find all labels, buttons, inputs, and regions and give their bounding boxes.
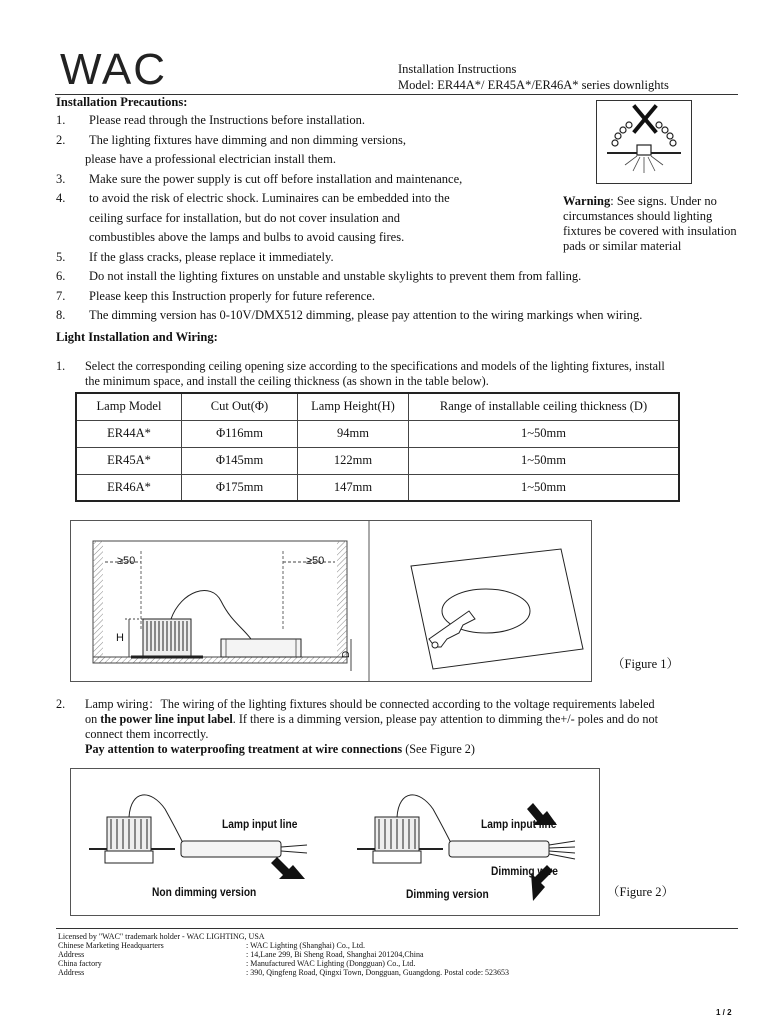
table-cell: Φ145mm bbox=[182, 447, 298, 474]
footer-row: Address : 390, Qingfeng Road, Qingxi Town, Dongguan, Guangdong. Postal code: 523653 bbox=[58, 968, 510, 977]
list-item: 1. Please read through the Instructions before installation. bbox=[56, 113, 365, 127]
precautions-heading: Installation Precautions: bbox=[56, 95, 188, 109]
table-header: Lamp Height(H) bbox=[298, 393, 409, 420]
table-cell: ER45A* bbox=[76, 447, 182, 474]
list-item-continuation: combustibles above the lamps and bulbs to avoid causing fires. bbox=[89, 230, 405, 244]
list-item: 4. to avoid the risk of electric shock. Luminaires can be embedded into the bbox=[56, 191, 450, 205]
footer-row: Chinese Marketing Headquarters : WAC Lighting (Shanghai) Co., Ltd. bbox=[58, 941, 365, 950]
list-item-continuation: ceiling surface for installation, but do not cover insulation and bbox=[89, 210, 401, 225]
list-item: 7. Please keep this Instruction properly for future reference. bbox=[56, 288, 375, 303]
table-cell: 1~50mm bbox=[409, 447, 680, 474]
figure-2-caption: （Figure 2） bbox=[607, 885, 675, 899]
warning-label: Warning bbox=[563, 194, 611, 208]
table-cell: Φ175mm bbox=[182, 474, 298, 501]
dimming-version-label: Dimming version bbox=[406, 887, 489, 901]
list-item-continuation: please have a professional electrician install them. bbox=[85, 152, 336, 166]
thickness-label: D bbox=[341, 650, 353, 659]
document-header bbox=[398, 61, 669, 93]
step-2: 2. Lamp wiring：The wiring of the lighting fixtures should be connected according to the voltage requirements labeled on the power line input label. If there is a dimming version, please pay attention to dimming the+/- poles and do not connect them incorrectly. Pay attention to waterproofing treatment at wire connections (See Figure 2) bbox=[56, 697, 658, 756]
table-cell: 122mm bbox=[298, 447, 409, 474]
step-1: 1. Select the corresponding ceiling opening size according to the specifications and models of the lighting fixtures, install the minimum space, and install the ceiling thickness (as shown in the table below). bbox=[56, 359, 665, 388]
table-header: Lamp Model bbox=[76, 393, 182, 420]
non-dimming-wiring-diagram bbox=[89, 795, 307, 879]
list-item: 3. Make sure the power supply is cut off before installation and maintenance, bbox=[56, 171, 463, 186]
page-number: 1 / 2 bbox=[716, 1008, 732, 1017]
footer bbox=[58, 932, 738, 977]
footer-divider bbox=[56, 928, 738, 929]
table-row bbox=[76, 420, 679, 447]
no-insulation-icon bbox=[597, 101, 691, 183]
lamp-input-line-label-dimming: Lamp input line bbox=[481, 817, 557, 831]
license-line: Licensed by "WAC" trademark holder - WAC LIGHTING, USA bbox=[58, 932, 265, 941]
warning-note: Warning: See signs. Under no circumstances should lighting fixtures be covered with insulation pads or similar material bbox=[563, 194, 737, 253]
table-row bbox=[76, 474, 679, 501]
table-header: Cut Out(Φ) bbox=[182, 393, 298, 420]
lamp-input-line-label: Lamp input line bbox=[222, 817, 298, 831]
wac-logo bbox=[60, 50, 220, 95]
list-item: 5. If the glass cracks, please replace it immediately. bbox=[56, 249, 334, 264]
list-item: 8. The dimming version has 0-10V/DMX512 dimming, please pay attention to the wiring markings when wiring. bbox=[56, 308, 643, 322]
height-label: H bbox=[116, 632, 124, 644]
list-item: 2. The lighting fixtures have dimming and non dimming versions, bbox=[56, 132, 406, 147]
table-cell: 94mm bbox=[298, 420, 409, 447]
dimming-wiring-diagram bbox=[357, 795, 575, 901]
clearance-left-label: ≥50 bbox=[117, 555, 136, 567]
table-header: Range of installable ceiling thickness (D) bbox=[409, 393, 680, 420]
footer-row: Address : 14,Lane 299, Bi Sheng Road, Shanghai 201204,China bbox=[58, 950, 424, 959]
spec-table bbox=[75, 392, 680, 502]
warning-sign bbox=[596, 100, 692, 184]
precautions-list-cont bbox=[56, 268, 756, 327]
installation-heading: Light Installation and Wiring: bbox=[56, 330, 218, 344]
document-title: Installation Instructions bbox=[398, 62, 517, 76]
dimming-wire-label: Dimming wire bbox=[491, 864, 558, 878]
ceiling-cutout-diagram bbox=[411, 549, 583, 669]
footer-row: China factory : Manufactured WAC Lighting (Dongguan) Co., Ltd. bbox=[58, 959, 416, 968]
figure-2 bbox=[70, 768, 600, 916]
precautions-list bbox=[56, 112, 576, 268]
table-cell: ER44A* bbox=[76, 420, 182, 447]
table-cell: Φ116mm bbox=[182, 420, 298, 447]
table-cell: 147mm bbox=[298, 474, 409, 501]
figure-1 bbox=[70, 520, 592, 682]
non-dimming-label: Non dimming version bbox=[152, 885, 257, 899]
figure-1-caption: （Figure 1） bbox=[612, 657, 680, 671]
model-line: Model: ER44A*/ ER45A*/ER46A* series downlights bbox=[398, 78, 669, 92]
logo-text: WAC bbox=[60, 50, 168, 90]
list-item: 6. Do not install the lighting fixtures on unstable and unstable skylights to prevent them from falling. bbox=[56, 269, 582, 283]
clearance-right-label: ≥50 bbox=[306, 555, 325, 567]
table-cell: 1~50mm bbox=[409, 474, 680, 501]
table-cell: ER46A* bbox=[76, 474, 182, 501]
table-cell: 1~50mm bbox=[409, 420, 680, 447]
table-row bbox=[76, 447, 679, 474]
table-header-row bbox=[76, 393, 679, 420]
